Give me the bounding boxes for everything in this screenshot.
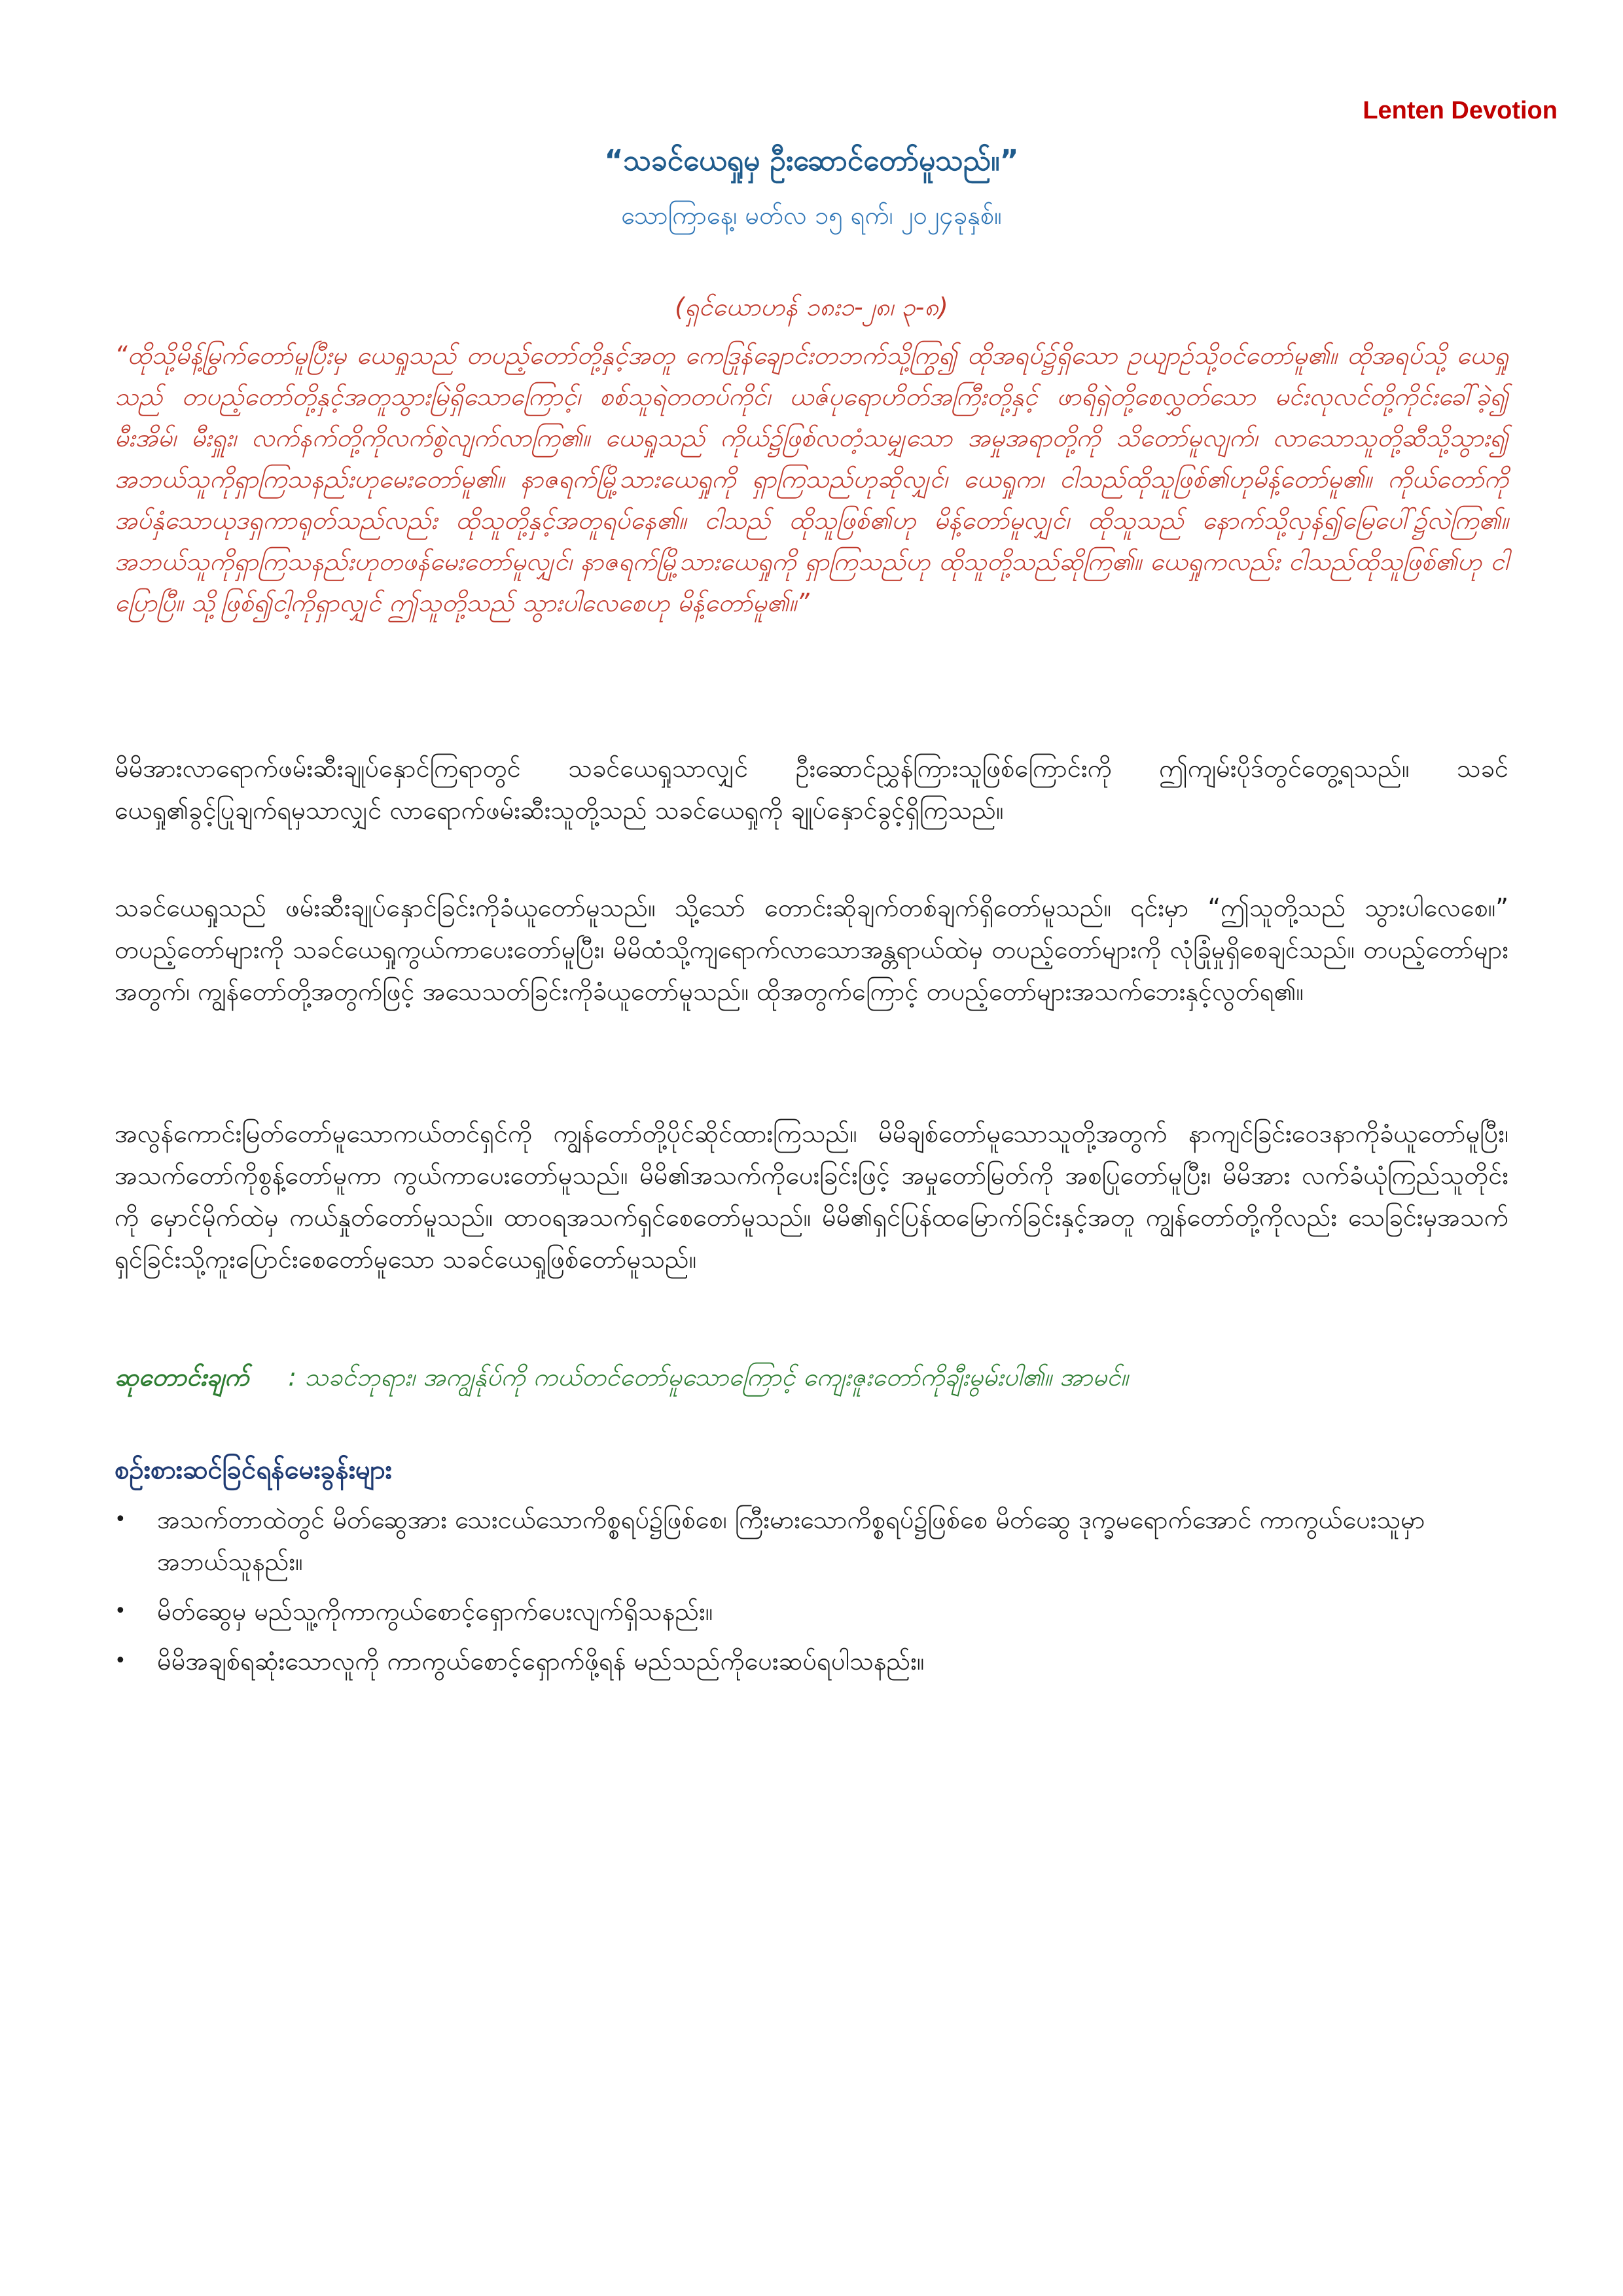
devotion-title: “သခင်ယေရှုမှ ဦးဆောင်တော်မူသည်။” [604,144,1019,177]
bullet-icon: • [115,1508,126,1531]
list-item [115,1640,1508,1682]
question-text: မိတ်ဆွေမှ မည်သူ့ကိုကာကွယ်စောင့်ရှောက်ပေးလျက်ရှိသနည်း။ [157,1597,713,1626]
bullet-icon: • [115,1600,126,1623]
list-item [115,1499,1508,1583]
prayer-label: ဆုတောင်းချက် [115,1363,249,1391]
question-text: အသက်တာထဲတွင် မိတ်ဆွေအား သေးငယ်သောကိစ္စရပ်၌ဖြစ်စေ၊ ကြီးမားသောကိစ္စရပ်၌ဖြစ်စေ မိတ်ဆွေ ဒုက္ခမရောက်အောင် ကာကွယ်ပေးသူမှာ အဘယ်သူနည်း။ [157,1505,1425,1576]
scripture-reference: (ရှင်ယောဟန် ၁၈း၁-၂၈၊ ၃-၈) [675,293,948,321]
scripture-text: “ထိုသို့မိန့်မြွက်တော်မူပြီးမှ ယေရှုသည် တပည့်တော်တို့နှင့်အတူ ကေဒြုန်ချောင်းတဘက်သို့ကြွ၍ ထိုအရပ်၌ရှိသော ဥယျာဉ်သို့ဝင်တော်မူ၏။ ထိုအရပ်သို့ ယေရှုသည် တပည့်တော်တို့နှင့်အတူသွားမြဲရှိသောကြောင့်၊ စစ်သူရဲတတပ်ကိုင်၊ ယဇ်ပုရောဟိတ်အကြီးတို့နှင့် ဖာရိရှဲတို့စေလွှတ်သော မင်းလုလင်တို့ကိုင်းခေါ်ခဲ့၍ မီးအိမ်၊ မီးရှူး၊ လက်နက်တို့ကိုလက်စွဲလျက်လာကြ၏။ ယေရှုသည် ကိုယ်၌ဖြစ်လတံ့သမျှသော အမှုအရာတို့ကို သိတော်မူလျက်၊ လာသောသူတို့ဆီသို့သွား၍ အဘယ်သူကိုရှာကြသနည်းဟုမေးတော်မူ၏။ နာဇရက်မြို့သားယေရှုကို ရှာကြသည်ဟုဆိုလျှင်၊ ယေရှုက၊ ငါသည်ထိုသူဖြစ်၏ဟုမိန့်တော်မူ၏။ ကိုယ်တော်ကိုအပ်နှံသောယုဒရှကာရုတ်သည်လည်း ထိုသူတို့နှင့်အတူရပ်နေ၏။ ငါသည် ထိုသူဖြစ်၏ဟု မိန့်တော်မူလျှင်၊ ထိုသူသည် နောက်သို့လှန်၍မြေပေါ်၌လဲကြ၏။ အဘယ်သူကိုရှာကြသနည်းဟုတဖန်မေးတော်မူလျှင်၊ နာဇရက်မြို့သားယေရှုကို ရှာကြသည်ဟု ထိုသူတို့သည်ဆိုကြ၏။ ယေရှုကလည်း ငါသည်ထိုသူဖြစ်၏ဟု ငါပြောပြီ။ သို့ဖြစ်၍ငါ့ကိုရှာလျှင် ဤသူတို့သည် သွားပါလေစေဟု မိန့်တော်မူ၏။” [115,341,1508,617]
prayer [115,1361,1508,1398]
prayer-text: : သခင်ဘုရား၊ အကျွန်ုပ်ကို ကယ်တင်တော်မူသောကြောင့် ကျေးဇူးတော်ကိုချီးမွမ်းပါ၏။ အာမင်။ [288,1363,1128,1391]
questions-title: စဉ်းစားဆင်ခြင်ရန်မေးခွန်းများ [115,1455,392,1485]
list-item [115,1590,1508,1632]
header-tag: Lenten Devotion [1363,97,1558,124]
devotion-date: သောကြာနေ့၊ မတ်လ ၁၅ ရက်၊ ၂၀၂၄ခုနှစ်။ [621,201,1002,230]
question-text: မိမိအချစ်ရဆုံးသောလူကို ကာကွယ်စောင့်ရှောက်ဖို့ရန် မည်သည်ကိုပေးဆပ်ရပါသနည်း။ [157,1647,925,1676]
bullet-icon: • [115,1649,126,1672]
body-paragraph-2: သခင်ယေရှုသည် ဖမ်းဆီးချုပ်နှောင်ခြင်းကိုခံယူတော်မူသည်။ သို့သော် တောင်းဆိုချက်တစ်ချက်ရှိတော်မူသည်။ ၎င်းမှာ “ဤသူတို့သည် သွားပါလေစေ။” တပည့်တော်များကို သခင်ယေရှုကွယ်ကာပေးတော်မူပြီး၊ မိမိထံသို့ကျရောက်လာသောအန္တရာယ်ထဲမှ တပည့်တော်များကို လုံခြုံမှုရှိစေချင်သည်။ တပည့်တော်များအတွက်၊ ကျွန်တော်တို့အတွက်ဖြင့် အသေသတ်ခြင်းကိုခံယူတော်မူသည်။ ထိုအတွက်ကြောင့် တပည့်တော်များအသက်ဘေးနှင့်လွတ်ရ၏။ [115,893,1508,1006]
body-paragraph-3: အလွန်ကောင်းမြတ်တော်မူသောကယ်တင်ရှင်ကို ကျွန်တော်တို့ပိုင်ဆိုင်ထားကြသည်။ မိမိချစ်တော်မူသောသူတို့အတွက် နာကျင်ခြင်းဝေဒနာကိုခံယူတော်မူပြီး၊ အသက်တော်ကိုစွန့်တော်မူကာ ကွယ်ကာပေးတော်မူသည်။ မိမိ၏အသက်ကိုပေးခြင်းဖြင့် အမှုတော်မြတ်ကို အစပြုတော်မူပြီး၊ မိမိအား လက်ခံယုံကြည်သူတိုင်းကို မှောင်မိုက်ထဲမှ ကယ်နှုတ်တော်မူသည်။ ထာဝရအသက်ရှင်စေတော်မူသည်။ မိမိ၏ရှင်ပြန်ထမြောက်ခြင်းနှင့်အတူ ကျွန်တော်တို့ကိုလည်း သေခြင်းမှအသက်ရှင်ခြင်းသို့ကူးပြောင်းစေတော်မူသော သခင်ယေရှုဖြစ်တော်မူသည်။ [115,1119,1508,1274]
body-paragraph-1: မိမိအားလာရောက်ဖမ်းဆီးချုပ်နှောင်ကြရာတွင် သခင်ယေရှုသာလျှင် ဦးဆောင်ညွှန်ကြားသူဖြစ်ကြောင်းကို ဤကျမ်းပိုဒ်တွင်တွေ့ရသည်။ သခင်ယေရှု၏ခွင့်ပြုချက်ရမှသာလျှင် လာရောက်ဖမ်းဆီးသူတို့သည် သခင်ယေရှုကို ချုပ်နှောင်ခွင့်ရှိကြသည်။ [115,754,1508,825]
questions-list [115,1499,1508,1690]
